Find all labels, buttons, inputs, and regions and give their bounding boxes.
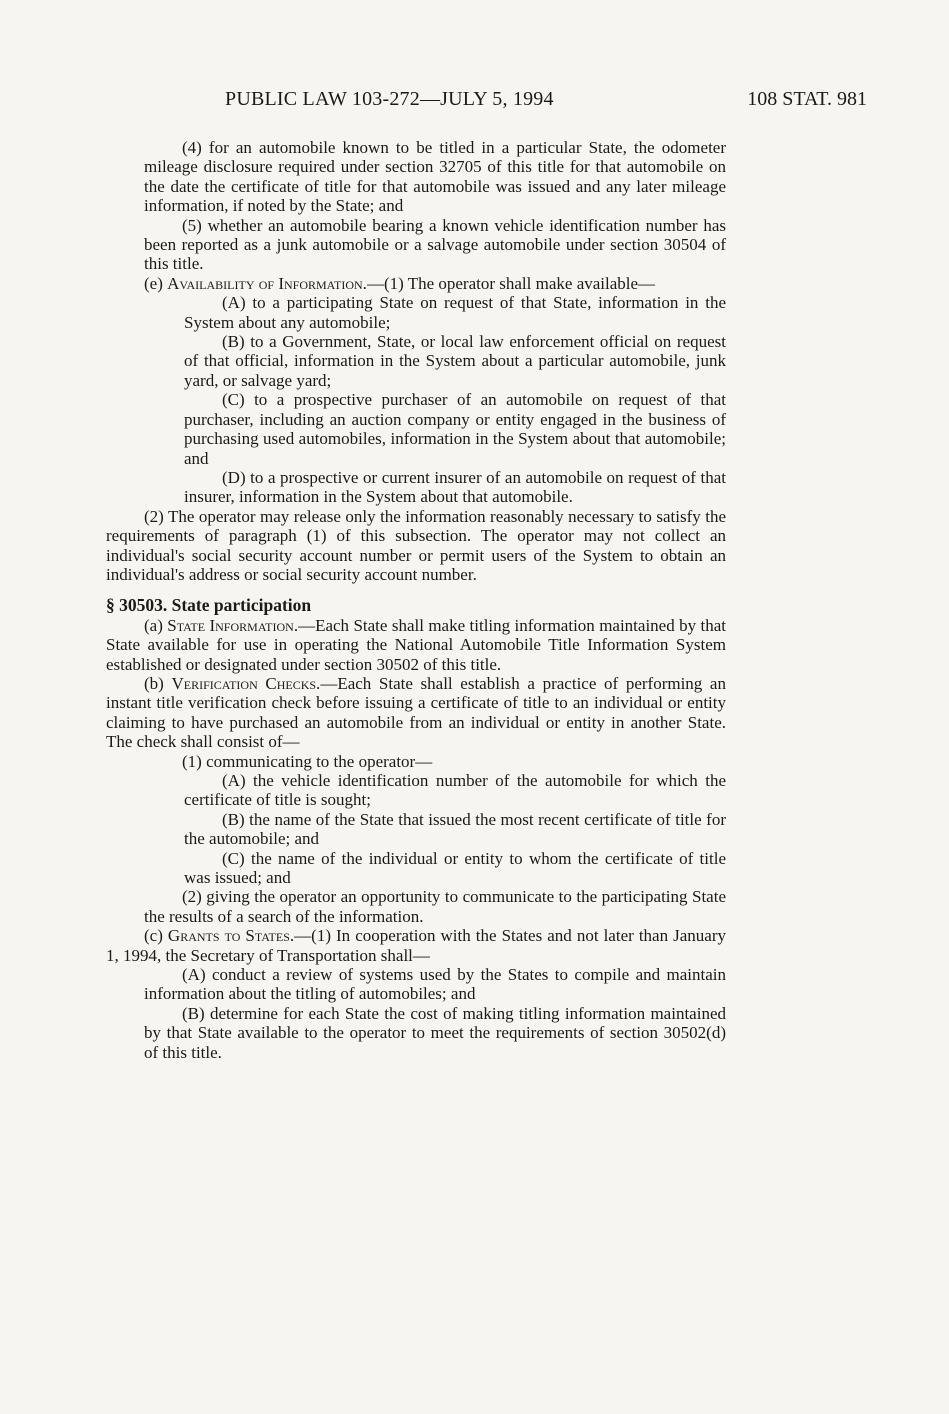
subsection-e-C: (C) to a prospective purchaser of an automobile on request of that purchaser, including an auction company or entity engaged in the business of purchasing used automobiles, information in the System about that automobile; and [184, 390, 726, 468]
subsection-e-2: (2) The operator may release only the information reasonably necessary to satisfy the requirements of paragraph (1) of this subsection. The operator may not collect an individual's social security account number or permit users of the System to obtain an individual's address or social security account number. [106, 506, 726, 584]
subsection-b-1-A: (A) the vehicle identification number of the automobile for which the certificate of title is sought; [184, 771, 726, 810]
subsection-e-D: (D) to a prospective or current insurer of an automobile on request of that insurer, information in the System about that automobile. [184, 467, 726, 507]
subsection-b-2: (2) giving the operator an opportunity to communicate to the participating State the results of a search of the information. [144, 887, 726, 926]
subsection-a-heading: State Information. [167, 615, 299, 635]
subsection-b-heading: Verification Checks. [171, 673, 321, 693]
body-text [106, 138, 726, 1062]
subsection-e-B: (B) to a Government, State, or local law enforcement official on request of that official, information in the System about a particular automobile, junk yard, or salvage yard; [184, 332, 726, 390]
section-heading: § 30503. State participation [106, 595, 312, 616]
subsection-e-A: (A) to a participating State on request of that State, information in the System about any automobile; [184, 293, 726, 332]
statute-page-number: 108 STAT. 981 [747, 88, 867, 110]
subsection-e-heading: Availability of Information. [167, 273, 367, 293]
paragraph-5: (5) whether an automobile bearing a known vehicle identification number has been reported as a junk automobile or a salvage automobile under section 30504 of this title. [144, 215, 726, 274]
subsection-c: (c) Grants to States.—(1) In cooperation with the States and not later than January 1, 1994, the Secretary of Transportation shall— [106, 926, 727, 965]
paragraph-4: (4) for an automobile known to be titled in a particular State, the odometer mileage disclosure required under section 32705 of this title for that automobile on the date the certificate of title for that automobile was issued and any later mileage information, if noted by the State; and [144, 138, 726, 216]
subsection-b-1-B: (B) the name of the State that issued the most recent certificate of title for the automobile; and [184, 809, 726, 849]
law-title: PUBLIC LAW 103-272—JULY 5, 1994 [225, 88, 554, 110]
subsection-b: (b) Verification Checks.—Each State shall establish a practice of performing an instant title verification check before issuing a certificate of title to an individual or entity claiming to have purchased an automobile from an individual or entity in another State. The check shall consist of— [106, 673, 726, 752]
subsection-c-B: (B) determine for each State the cost of making titling information maintained by that State available to the operator to meet the requirements of section 30502(d) of this title. [144, 1003, 726, 1062]
page-header [0, 88, 949, 118]
subsection-b-1-C: (C) the name of the individual or entity to whom the certificate of title was issued; and [184, 848, 726, 888]
subsection-e: (e) Availability of Information.—(1) The operator shall make available— [144, 273, 656, 293]
subsection-b-1: (1) communicating to the operator— [182, 751, 433, 771]
subsection-a: (a) State Information.—Each State shall make titling information maintained by that State available for use in operating the National Automobile Title Information System established or designated under section 30502 of this title. [106, 615, 727, 674]
subsection-c-A: (A) conduct a review of systems used by the States to compile and maintain information about the titling of automobiles; and [144, 965, 726, 1004]
subsection-c-heading: Grants to States. [167, 926, 295, 946]
